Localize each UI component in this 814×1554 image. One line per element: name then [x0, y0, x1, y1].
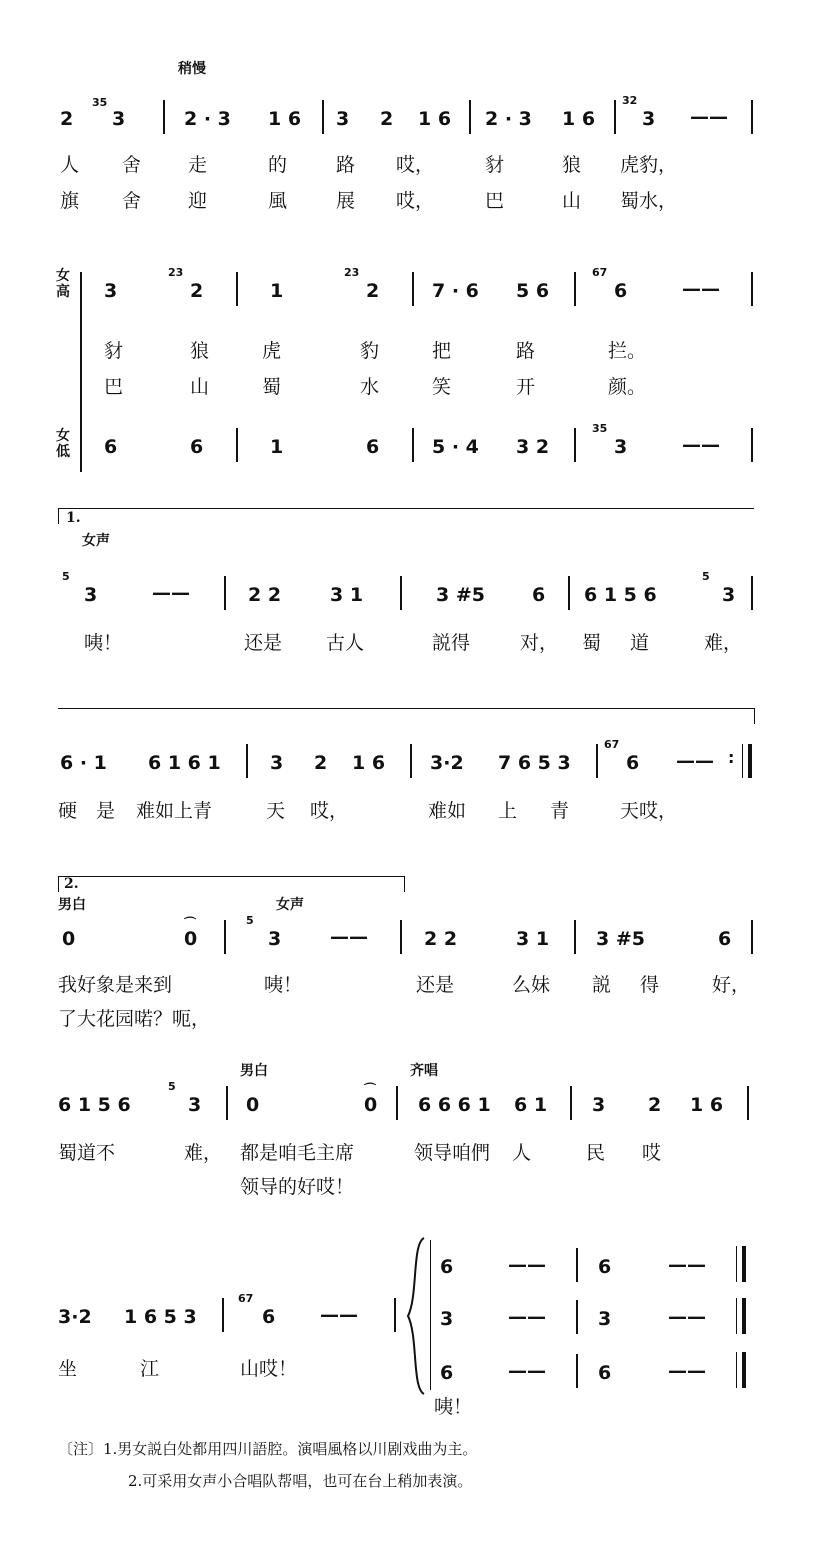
- note: 2: [648, 1094, 662, 1116]
- lyric: 蜀水，: [620, 190, 678, 212]
- lyric: 人: [60, 154, 80, 176]
- voice-label-female: 女声: [276, 897, 304, 913]
- note: 2: [314, 752, 328, 774]
- note: 2 2: [248, 584, 282, 606]
- note: 1 6: [268, 108, 302, 130]
- note: 1: [270, 436, 284, 458]
- grace-note: 35: [592, 422, 608, 435]
- note: 7 6 5 3: [498, 752, 571, 774]
- lyric: 哎: [642, 1142, 662, 1164]
- lyric: 蜀道不: [58, 1142, 116, 1164]
- voice-label-male: 男白: [240, 1063, 268, 1079]
- note: 2 · 3: [184, 108, 231, 130]
- lyric: 虎豹，: [620, 154, 678, 176]
- note: 3: [642, 108, 656, 130]
- dash: ——: [690, 106, 728, 128]
- lyric: 巴: [104, 376, 124, 398]
- lyric: 民: [586, 1142, 606, 1164]
- note: 2: [380, 108, 394, 130]
- voice-label: 女声: [82, 533, 110, 549]
- grace-note: 35: [92, 96, 108, 109]
- note: 6 1 6 1: [148, 752, 221, 774]
- lyric: 道: [630, 632, 650, 654]
- note: 6 1 5 6: [584, 584, 657, 606]
- lyric: 哎，: [310, 800, 349, 822]
- barline: [576, 1300, 578, 1334]
- chord-barline: [430, 1240, 431, 1390]
- dash: ——: [682, 278, 720, 300]
- lyric: 狼: [190, 340, 210, 362]
- note: 3: [188, 1094, 202, 1116]
- lyric: 的: [268, 154, 288, 176]
- lyric: 江: [140, 1358, 160, 1380]
- lyric: 豺: [485, 154, 505, 176]
- note: 7 · 6: [432, 280, 479, 302]
- dash: ——: [508, 1254, 546, 1276]
- grace-note: 5: [246, 914, 254, 927]
- rest: 0: [62, 928, 76, 950]
- barline: [574, 428, 576, 462]
- dash: ——: [668, 1360, 706, 1382]
- note: 3: [592, 1094, 606, 1116]
- voice-label-male: 男白: [58, 897, 86, 913]
- lyric: 颜。: [608, 376, 647, 398]
- lyric: 坐: [58, 1358, 78, 1380]
- barline: [236, 428, 238, 462]
- note: 6: [440, 1256, 454, 1278]
- tempo-marking: 稍慢: [178, 61, 206, 77]
- lyric: 路: [336, 154, 356, 176]
- note: 1: [270, 280, 284, 302]
- lyric: 咦！: [264, 974, 303, 996]
- note: 3 1: [330, 584, 364, 606]
- lyric: 拦。: [608, 340, 647, 362]
- barline: [400, 576, 402, 610]
- lyric: 咦！: [434, 1396, 473, 1418]
- final-barline-thin: [736, 1352, 737, 1388]
- barline: [614, 100, 616, 134]
- lyric: 路: [516, 340, 536, 362]
- lyric: 对，: [520, 632, 559, 654]
- barline: [751, 576, 753, 610]
- fermata: ⌒: [184, 916, 197, 930]
- grace-note: 5: [168, 1080, 176, 1093]
- barline: [469, 100, 471, 134]
- rest: 0: [246, 1094, 260, 1116]
- barline: [236, 272, 238, 306]
- lyric: 哎，: [396, 190, 435, 212]
- final-barline-thin: [736, 1246, 737, 1282]
- barline: [574, 920, 576, 954]
- lyric: 哎，: [396, 154, 435, 176]
- dash: ——: [668, 1254, 706, 1276]
- voice-label-low: 女低: [56, 428, 70, 460]
- note: 6 1 5 6: [58, 1094, 131, 1116]
- lyric: 得: [640, 974, 660, 996]
- note: 2: [366, 280, 380, 302]
- lyric: 咦！: [84, 632, 123, 654]
- lyric: 上: [498, 800, 518, 822]
- volta-bracket-continued: [58, 708, 754, 709]
- lyric: 走: [188, 154, 208, 176]
- lyric: 展: [336, 190, 356, 212]
- lyric: 水: [360, 376, 380, 398]
- volta-number: 1.: [66, 510, 81, 526]
- lyric: 人: [512, 1142, 532, 1164]
- note: 3 2: [516, 436, 550, 458]
- lyric: 舍: [122, 154, 142, 176]
- grace-note: 5: [702, 570, 710, 583]
- volta-bracket-end: [58, 876, 59, 892]
- fermata: ⌒: [364, 1082, 377, 1096]
- barline: [410, 744, 412, 778]
- lyric: 硬: [58, 800, 78, 822]
- lyric: 开: [516, 376, 536, 398]
- note: 3: [112, 108, 126, 130]
- lyric: 把: [432, 340, 452, 362]
- note: 6: [440, 1362, 454, 1384]
- lyric: 山: [562, 190, 582, 212]
- grace-note: 23: [168, 266, 184, 279]
- barline: [226, 1086, 228, 1120]
- lyric: 蜀: [262, 376, 282, 398]
- spoken-line: 都是咱毛主席: [240, 1142, 355, 1164]
- system-brace: [80, 272, 82, 472]
- final-barline-thick: [742, 1246, 746, 1282]
- note: 5 · 4: [432, 436, 479, 458]
- lyric: 天哎，: [620, 800, 678, 822]
- lyric: 还是: [416, 974, 455, 996]
- barline: [751, 428, 753, 462]
- dash: ——: [320, 1304, 358, 1326]
- barline: [568, 576, 570, 610]
- lyric: 难如: [428, 800, 467, 822]
- barline: [596, 744, 598, 778]
- barline: [246, 744, 248, 778]
- note: 1 6 5 3: [124, 1306, 197, 1328]
- barline: [576, 1248, 578, 1282]
- barline: [751, 272, 753, 306]
- barline: [751, 920, 753, 954]
- repeat-barline-thin: [742, 744, 743, 778]
- lyric: 豺: [104, 340, 124, 362]
- barline: [400, 920, 402, 954]
- note: 3: [598, 1308, 612, 1330]
- note: 6 1: [514, 1094, 548, 1116]
- voice-label-unison: 齐唱: [410, 1063, 438, 1079]
- rest: 0: [184, 928, 198, 950]
- note: 3: [722, 584, 736, 606]
- note: 6: [190, 436, 204, 458]
- note: 6: [598, 1362, 612, 1384]
- volta-bracket: [58, 876, 404, 877]
- footnote-1: 〔注〕1.男女説白处都用四川語腔。演唱風格以川剧戏曲为主。: [58, 1440, 478, 1458]
- rest: 0: [364, 1094, 378, 1116]
- note: 6: [104, 436, 118, 458]
- final-barline-thick: [742, 1298, 746, 1334]
- lyric: 是: [96, 800, 116, 822]
- volta-number: 2.: [64, 876, 79, 892]
- barline: [570, 1086, 572, 1120]
- final-barline-thin: [736, 1298, 737, 1334]
- barline: [412, 272, 414, 306]
- note: 3 1: [516, 928, 550, 950]
- note: 2 2: [424, 928, 458, 950]
- note: 5 6: [516, 280, 550, 302]
- lyric: 还是: [244, 632, 283, 654]
- lyric: 旗: [60, 190, 80, 212]
- barline: [396, 1086, 398, 1120]
- chord-brace: [404, 1236, 428, 1396]
- volta-bracket-end: [404, 876, 405, 892]
- note: 1 6: [690, 1094, 724, 1116]
- lyric: 青: [550, 800, 570, 822]
- dash: ——: [152, 582, 190, 604]
- final-barline-thick: [742, 1352, 746, 1388]
- lyric: 天: [266, 800, 286, 822]
- grace-note: 5: [62, 570, 70, 583]
- note: 6 6 6 1: [418, 1094, 491, 1116]
- spoken-line: 了大花园喏？呃，: [58, 1008, 211, 1030]
- note: 1 6: [562, 108, 596, 130]
- lyric: 山哎！: [240, 1358, 298, 1380]
- barline: [163, 100, 165, 134]
- note: 1 6: [418, 108, 452, 130]
- volta-bracket-end: [58, 508, 59, 524]
- volta-bracket-end: [754, 708, 755, 724]
- dash: ——: [668, 1306, 706, 1328]
- lyric: 虎: [262, 340, 282, 362]
- lyric: 豹: [360, 340, 380, 362]
- grace-note: 67: [592, 266, 608, 279]
- note: 6: [366, 436, 380, 458]
- note: 3: [336, 108, 350, 130]
- note: 6: [532, 584, 546, 606]
- note: 2: [190, 280, 204, 302]
- note: 6: [598, 1256, 612, 1278]
- note: 3: [614, 436, 628, 458]
- lyric: 古人: [326, 632, 365, 654]
- lyric: 説: [592, 974, 612, 996]
- grace-note: 23: [344, 266, 360, 279]
- spoken-line: 我好象是来到: [58, 974, 173, 996]
- lyric: 蜀: [582, 632, 602, 654]
- repeat-barline-thick: [748, 744, 752, 778]
- note: 1 6: [352, 752, 386, 774]
- lyric: 笑: [432, 376, 452, 398]
- lyric: 巴: [485, 190, 505, 212]
- dash: ——: [508, 1360, 546, 1382]
- barline: [394, 1298, 396, 1332]
- barline: [574, 272, 576, 306]
- spoken-line: 领导的好哎！: [240, 1176, 355, 1198]
- volta-bracket: [58, 508, 754, 509]
- note: 3: [104, 280, 118, 302]
- barline: [412, 428, 414, 462]
- barline: [322, 100, 324, 134]
- note: 3·2: [58, 1306, 92, 1328]
- grace-note: 67: [238, 1292, 254, 1305]
- voice-label-high: 女高: [56, 268, 70, 300]
- lyric: 迎: [188, 190, 208, 212]
- dash: ——: [330, 926, 368, 948]
- grace-note: 32: [622, 94, 638, 107]
- dash: ——: [682, 434, 720, 456]
- note: 3 #5: [596, 928, 645, 950]
- lyric: 难如上青: [136, 800, 213, 822]
- barline: [576, 1354, 578, 1388]
- lyric: 山: [190, 376, 210, 398]
- barline: [747, 1086, 749, 1120]
- barline: [224, 576, 226, 610]
- lyric: 好，: [712, 974, 751, 996]
- barline: [222, 1298, 224, 1332]
- lyric: 説得: [432, 632, 471, 654]
- lyric: 领导咱們: [414, 1142, 491, 1164]
- dash: ——: [676, 750, 714, 772]
- barline: [224, 920, 226, 954]
- note: 3·2: [430, 752, 464, 774]
- lyric: 难，: [704, 632, 743, 654]
- note: 2: [60, 108, 74, 130]
- barline: [751, 100, 753, 134]
- note: 3 #5: [436, 584, 485, 606]
- lyric: 風: [268, 190, 288, 212]
- footnote-2: 2.可采用女声小合唱队帮唱，也可在台上稍加表演。: [128, 1472, 473, 1490]
- lyric: 难，: [184, 1142, 223, 1164]
- repeat-dots: :: [728, 748, 735, 767]
- note: 6: [262, 1306, 276, 1328]
- note: 3: [440, 1308, 454, 1330]
- dash: ——: [508, 1306, 546, 1328]
- note: 6 · 1: [60, 752, 107, 774]
- note: 6: [718, 928, 732, 950]
- lyric: 狼: [562, 154, 582, 176]
- note: 6: [614, 280, 628, 302]
- grace-note: 67: [604, 738, 620, 751]
- note: 3: [268, 928, 282, 950]
- lyric: 么妹: [512, 974, 551, 996]
- note: 3: [84, 584, 98, 606]
- lyric: 舍: [122, 190, 142, 212]
- note: 6: [626, 752, 640, 774]
- note: 2 · 3: [485, 108, 532, 130]
- note: 3: [270, 752, 284, 774]
